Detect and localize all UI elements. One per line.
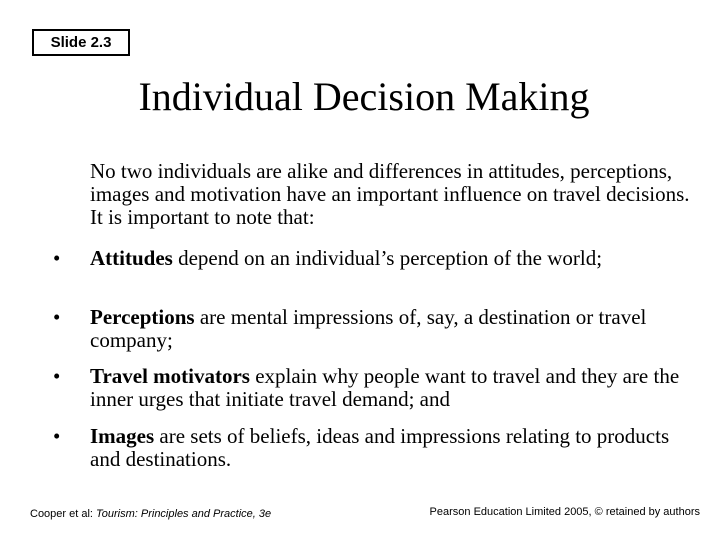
footer-author: Cooper et al:: [30, 508, 97, 520]
bullet-description: are sets of beliefs, ideas and impressions relating to products and destinations.: [90, 424, 670, 471]
bullet-text: [90, 425, 690, 471]
intro-paragraph: No two individuals are alike and differences in attitudes, perceptions, images and motivation have an important influence on travel decisions. It is important to note that:: [90, 159, 690, 229]
bullet-term: Attitudes: [90, 246, 173, 270]
bullet-icon: •: [53, 364, 61, 388]
footer-book-title: Tourism: Principles and Practice, 3e: [96, 508, 272, 520]
bullet-text: [90, 365, 690, 411]
bullet-term: Perceptions: [90, 305, 195, 329]
bullet-icon: •: [53, 246, 61, 270]
bullet-icon: •: [53, 305, 61, 329]
bullet-text: [90, 247, 690, 270]
bullet-description: explain why people want to travel and they are the inner urges that initiate travel demand; and: [90, 364, 680, 411]
slide-number-label: Slide 2.3: [32, 29, 130, 56]
footer-copyright: Pearson Education Limited 2005, © retained by authors: [429, 506, 700, 518]
bullet-text: [90, 306, 690, 352]
bullet-description: are mental impressions of, say, a destination or travel company;: [90, 305, 647, 352]
bullet-description: depend on an individual’s perception of the world;: [172, 246, 603, 270]
bullet-term: Travel motivators: [90, 364, 250, 388]
slide-title: Individual Decision Making: [138, 74, 590, 119]
bullet-icon: •: [53, 424, 61, 448]
bullet-term: Images: [90, 424, 155, 448]
footer-citation: [30, 508, 271, 520]
